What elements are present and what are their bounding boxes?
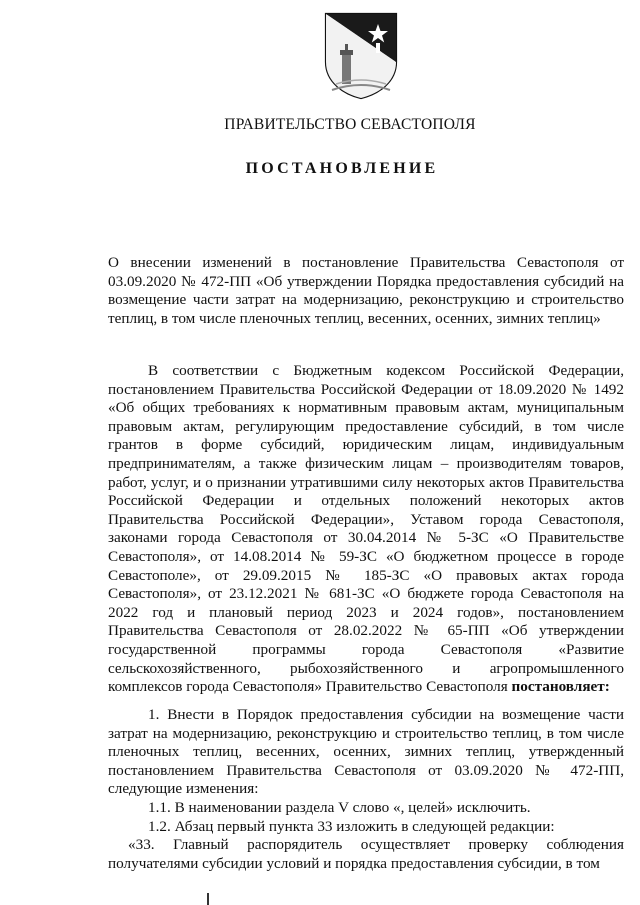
- clause-1: 1. Внести в Порядок предоставления субсидии на возмещение части затрат на модернизацию, реконструкцию и строительство теплиц, в том числе пленочных теплиц, весенних, осенних, зимних теплиц, утвержденный постановлением Правительства Севастополя от 03.09.2020 № 472-ПП, следующие изменения:: [108, 706, 624, 798]
- clause-1-2: 1.2. Абзац первый пункта 33 изложить в следующей редакции:: [148, 817, 555, 835]
- issuing-authority: ПРАВИТЕЛЬСТВО СЕВАСТОПОЛЯ: [224, 116, 476, 133]
- clause-33-quote: «33. Главный распорядитель осуществляет проверку соблюдения получателями субсидии условий и порядка предоставления субсидии, в том: [108, 836, 624, 872]
- decision-word: постановляет:: [511, 678, 610, 696]
- preamble-text: В соответствии с Бюджетным кодексом Российской Федерации, постановлением Правительства Российской Федерации от 18.09.2020 № 1492 «Об общих требованиях к нормативным правовым актам, муниципальным правовым актам, регулирующим предоставление субсидий, в том числе грантов в форме субсидий, юридическим лицам, индивидуальным предпринимателям, а также физическим лицам – производителям товаров, работ, услуг, и о признании утратившими силу некоторых актов Правительства Российской Федерации и отдельных положений некоторых актов Правительства Российской Федерации», Уставом города Севастополя, законами города Севастополя от 30.04.2014 № 5-ЗС «О Правительстве Севастополя», от 14.08.2014 № 59-ЗС «О бюджетном процессе в городе Севастополе», от 29.09.2015 № 185-ЗС «О правовых актах города Севастополя», от 23.12.2021 № 681-ЗС «О бюджете города Севастополя на 2022 год и плановый период 2023 и 2024 годов», постановлением Правительства Севастополя от 28.02.2022 № 65-ПП «Об утверждении государственной программы города Севастополя «Развитие сельскохозяйственного, рыбохозяйственного и агропромышленного комплексов города Севастополя» Правительство Севастополя: [108, 362, 624, 696]
- clause-1-1: 1.1. В наименовании раздела V слово «, целей» исключить.: [148, 798, 531, 816]
- document-type-title: ПОСТАНОВЛЕНИЕ: [245, 160, 439, 177]
- preamble-paragraph: [108, 362, 624, 697]
- document-subject: О внесении изменений в постановление Правительства Севастополя от 03.09.2020 № 472-ПП «Об утверждении Порядка предоставления субсидий на возмещение части затрат на модернизацию, реконструкцию и строительство теплиц, в том числе пленочных теплиц, весенних, осенних, зимних теплиц»: [108, 254, 624, 327]
- clauses-section: [108, 706, 624, 873]
- sevastopol-coat-of-arms-icon: [322, 10, 400, 100]
- page-edge-mark: [207, 893, 209, 905]
